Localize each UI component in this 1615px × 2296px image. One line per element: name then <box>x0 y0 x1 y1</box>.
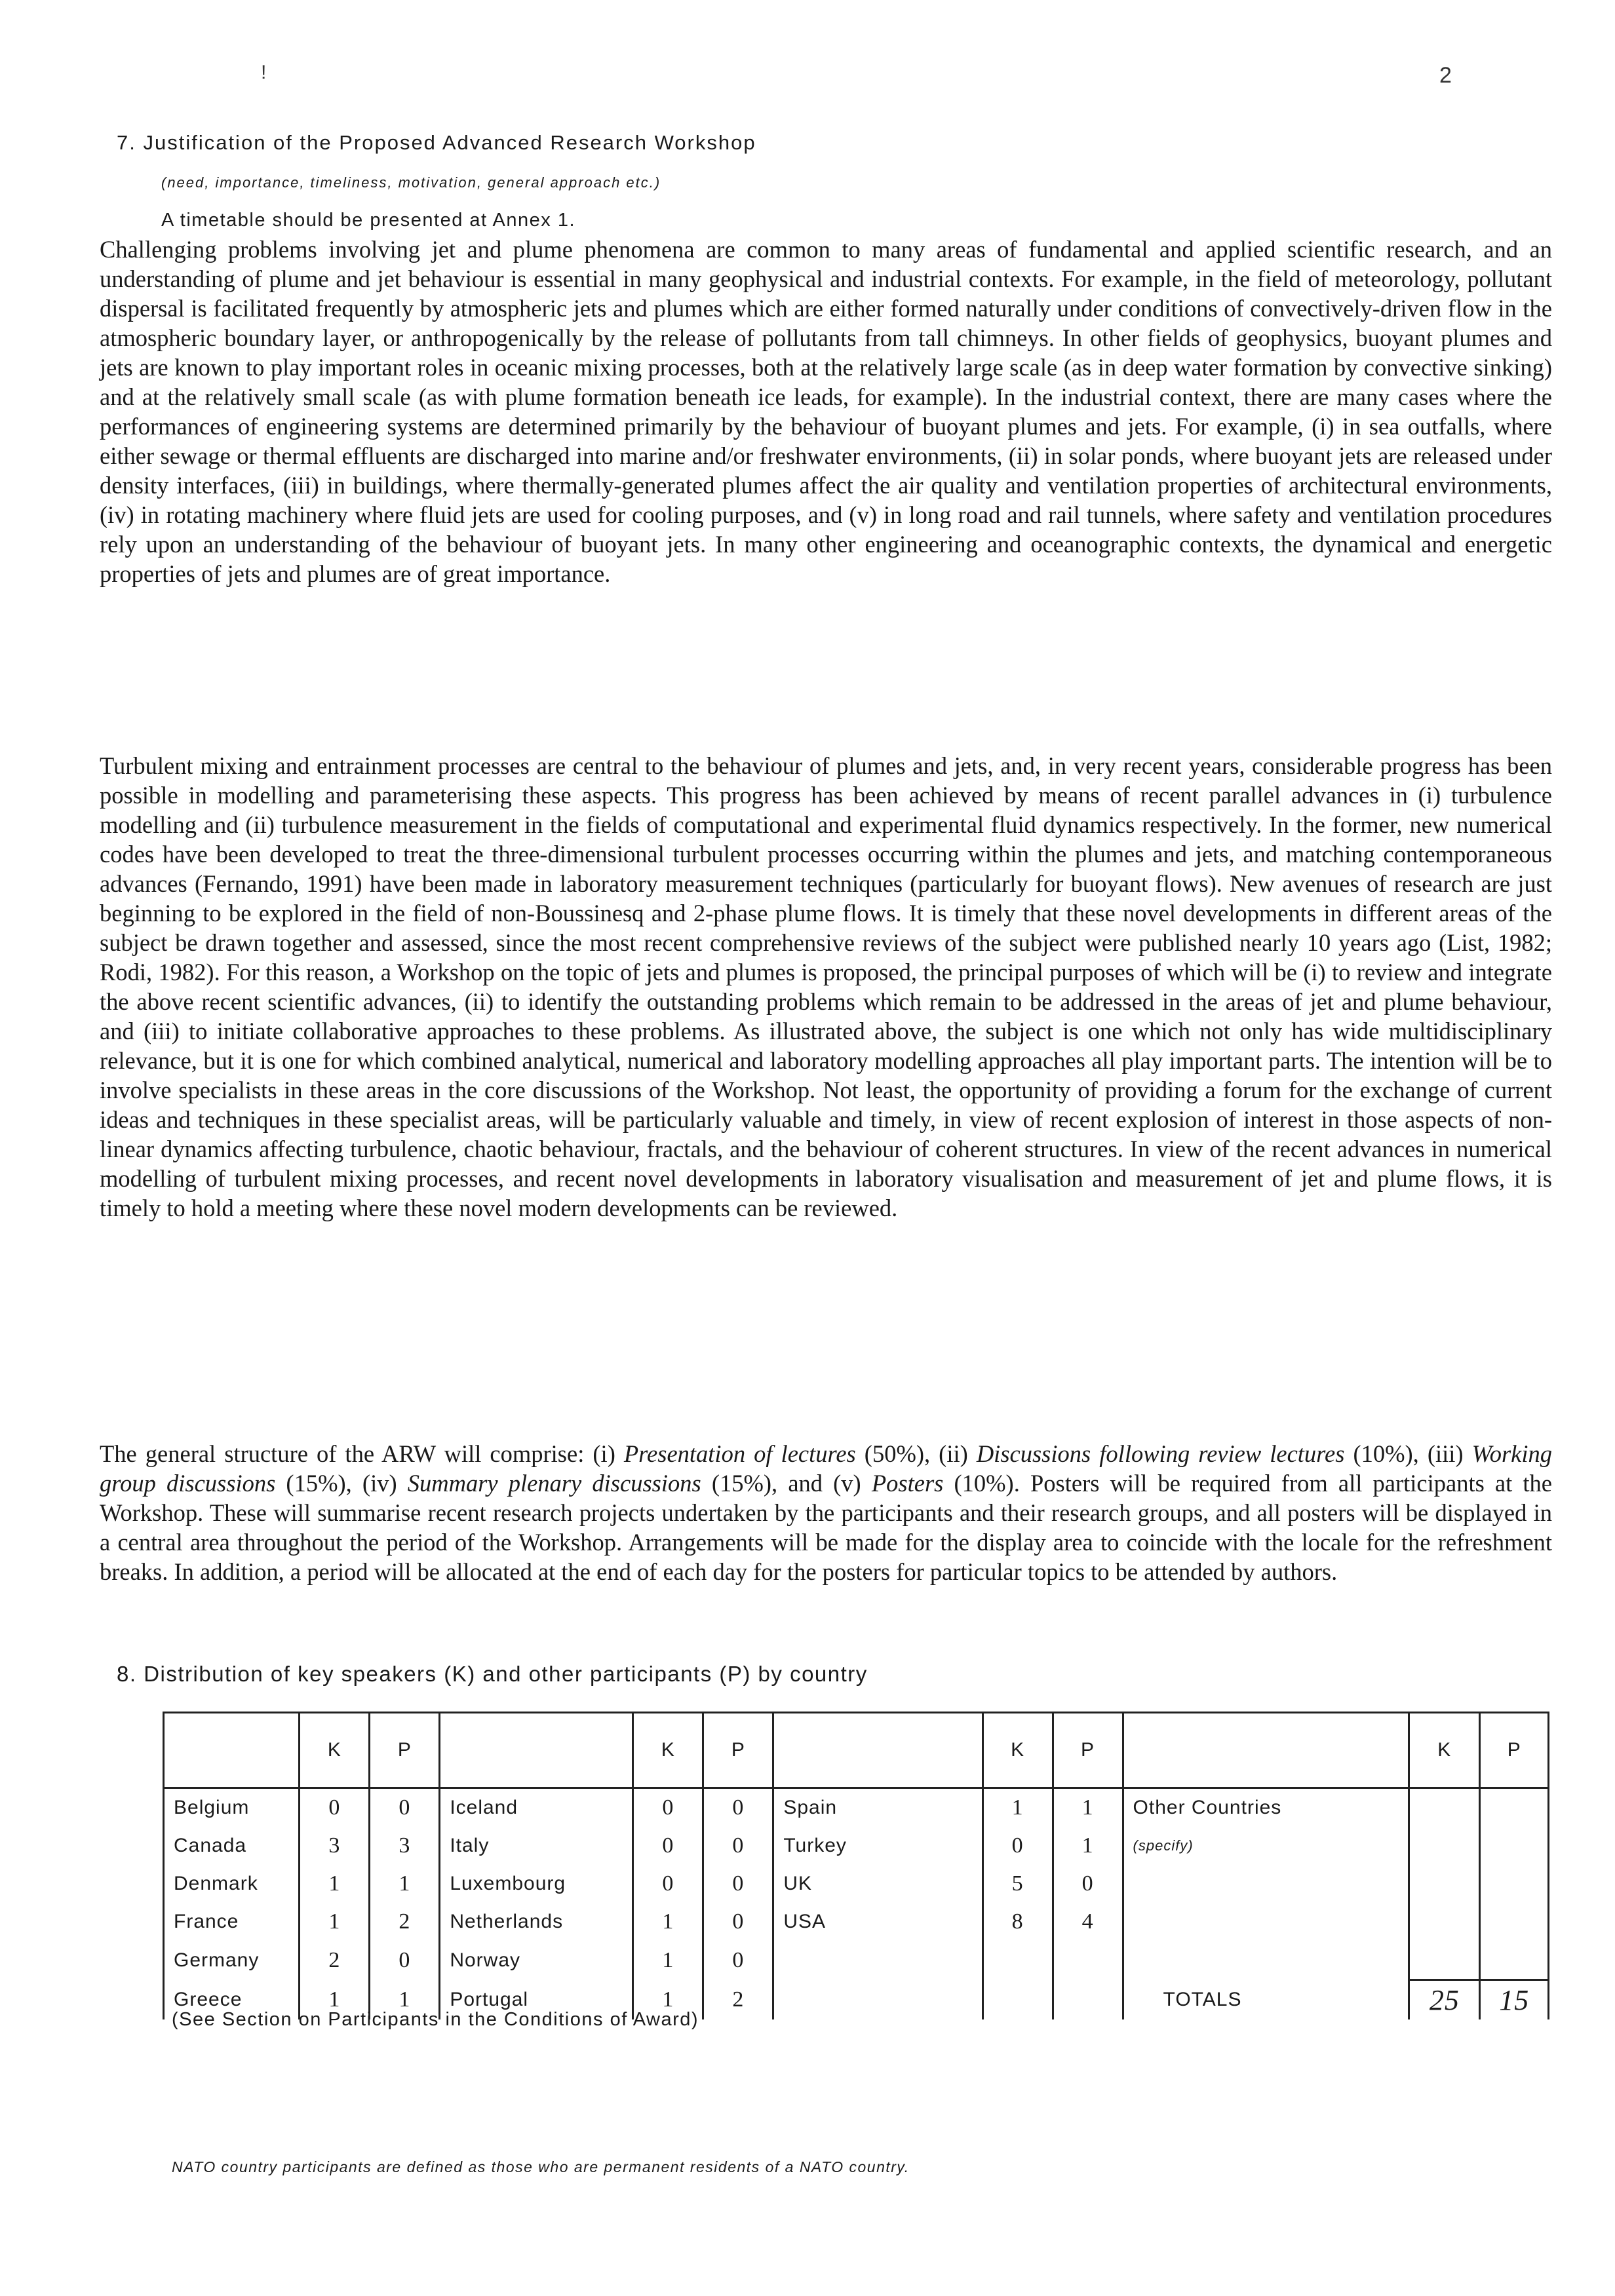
structure-text: (50%), (ii) <box>855 1440 977 1467</box>
table-header-row <box>164 1713 1549 1788</box>
empty-cell <box>1053 1941 1123 1980</box>
country-name: Portugal <box>440 1980 633 2020</box>
table-row <box>164 1941 1549 1980</box>
k-count: 0 <box>633 1788 703 1827</box>
header-blank <box>440 1713 633 1788</box>
p-count: 2 <box>370 1903 440 1941</box>
p-count: 0 <box>703 1827 773 1865</box>
other-countries-cell <box>1123 1941 1409 1980</box>
p-count: 3 <box>370 1827 440 1865</box>
country-name: Canada <box>164 1827 300 1865</box>
p-count: 1 <box>1053 1788 1123 1827</box>
page-number: 2 <box>1439 63 1452 88</box>
empty-cell <box>1053 1980 1123 2020</box>
other-p-cell <box>1480 1827 1549 1865</box>
other-k-cell <box>1409 1941 1480 1980</box>
k-count: 0 <box>983 1827 1053 1865</box>
table-row <box>164 1827 1549 1865</box>
corner-mark: ! <box>261 62 267 83</box>
header-blank <box>1123 1713 1409 1788</box>
other-p-cell <box>1480 1941 1549 1980</box>
p-count: 0 <box>703 1788 773 1827</box>
country-name: USA <box>773 1903 983 1941</box>
country-name: Netherlands <box>440 1903 633 1941</box>
country-name: Luxembourg <box>440 1865 633 1903</box>
structure-text: (10%), (iii) <box>1344 1440 1472 1467</box>
section-7-subtitle: (need, importance, timeliness, motivation, general approach etc.) <box>161 174 661 191</box>
structure-text: (15%), (iv) <box>275 1470 408 1497</box>
k-count: 8 <box>983 1903 1053 1941</box>
k-count: 1 <box>300 1903 370 1941</box>
participants-table <box>163 1712 1549 2019</box>
see-section-note: (See Section on Participants in the Conditions of Award) <box>172 2009 699 2030</box>
header-p: P <box>1480 1713 1549 1788</box>
other-k-cell <box>1409 1903 1480 1941</box>
header-p: P <box>370 1713 440 1788</box>
header-p: P <box>1053 1713 1123 1788</box>
p-count: 1 <box>1053 1827 1123 1865</box>
paragraph-applications: Challenging problems involving jet and plume phenomena are common to many areas of fundamental and applied scientific research, and an understanding of plume and jet behaviour is essential in many geophysical and industrial contexts. For example, in the field of meteorology, pollutant dispersal is facilitated frequently by atmospheric jets and plumes which are either formed naturally under conditions of convectively-driven flow in the atmospheric boundary layer, or anthropogenically by the release of pollutants from tall chimneys. In other fields of geophysics, buoyant plumes and jets are known to play important roles in oceanic mixing processes, both at the relatively large scale (as in deep water formation by convective sinking) and at the relatively small scale (as with plume formation beneath ice leads, for example). In the industrial context, there are many cases where the performances of engineering systems are determined primarily by the behaviour of buoyant plumes and jets. For example, (i) in sea outfalls, where either sewage or thermal effluents are discharged into marine and/or freshwater environments, (ii) in solar ponds, where buoyant jets are released under density interfaces, (iii) in buildings, where thermally-generated plumes affect the air quality and ventilation properties of architectural environments, (iv) in rotating machinery where fluid jets are used for cooling purposes, and (v) in long road and rail tunnels, where safety and ventilation procedures rely upon an understanding of the behaviour of buoyant jets. In many other engineering and oceanographic contexts, the dynamical and energetic properties of jets and plumes are of great importance. <box>100 236 1552 587</box>
other-p-cell <box>1480 1865 1549 1903</box>
k-count: 1 <box>983 1788 1053 1827</box>
p-count: 1 <box>370 1980 440 2020</box>
k-count: 0 <box>633 1865 703 1903</box>
other-k-cell <box>1409 1865 1480 1903</box>
header-p: P <box>703 1713 773 1788</box>
header-k: K <box>1409 1713 1480 1788</box>
p-count: 0 <box>370 1788 440 1827</box>
country-name: Denmark <box>164 1865 300 1903</box>
k-count: 0 <box>633 1827 703 1865</box>
structure-lectures: Presentation of lectures <box>623 1440 856 1467</box>
header-blank <box>164 1713 300 1788</box>
k-count: 3 <box>300 1827 370 1865</box>
paragraph-arw-structure <box>100 1439 1552 1586</box>
k-count: 1 <box>633 1903 703 1941</box>
table-row <box>164 1903 1549 1941</box>
section-7-title: 7. Justification of the Proposed Advanced Research Workshop <box>117 131 756 154</box>
totals-label: TOTALS <box>1123 1980 1409 2020</box>
other-k-cell <box>1409 1827 1480 1865</box>
other-k-cell <box>1409 1788 1480 1827</box>
header-k: K <box>300 1713 370 1788</box>
p-count: 4 <box>1053 1903 1123 1941</box>
empty-cell <box>983 1980 1053 2020</box>
structure-posters: Posters <box>871 1470 944 1497</box>
country-name: Italy <box>440 1827 633 1865</box>
empty-cell <box>983 1941 1053 1980</box>
other-p-cell <box>1480 1903 1549 1941</box>
structure-text: (15%), and (v) <box>701 1470 872 1497</box>
country-name: Belgium <box>164 1788 300 1827</box>
section-8-title: 8. Distribution of key speakers (K) and other participants (P) by country <box>117 1662 868 1686</box>
total-k: 25 <box>1409 1980 1480 2020</box>
p-count: 0 <box>703 1941 773 1980</box>
header-k: K <box>633 1713 703 1788</box>
p-count: 1 <box>370 1865 440 1903</box>
country-name: Norway <box>440 1941 633 1980</box>
p-count: 0 <box>703 1903 773 1941</box>
k-count: 1 <box>633 1941 703 1980</box>
structure-plenary: Summary plenary discussions <box>407 1470 701 1497</box>
other-countries-label: Other Countries <box>1123 1788 1409 1827</box>
country-name: Germany <box>164 1941 300 1980</box>
k-count: 5 <box>983 1865 1053 1903</box>
specify-label: (specify) <box>1123 1827 1409 1865</box>
header-k: K <box>983 1713 1053 1788</box>
country-name: UK <box>773 1865 983 1903</box>
k-count: 1 <box>300 1865 370 1903</box>
p-count: 0 <box>370 1941 440 1980</box>
p-count: 2 <box>703 1980 773 2020</box>
k-count: 2 <box>300 1941 370 1980</box>
empty-cell <box>773 1980 983 2020</box>
other-p-cell <box>1480 1788 1549 1827</box>
country-name: Iceland <box>440 1788 633 1827</box>
k-count: 1 <box>300 1980 370 2020</box>
k-count: 1 <box>633 1980 703 2020</box>
structure-text: (10%). Posters will be required from all participants at the Workshop. These will summarise recent research projects undertaken by the participants and their research groups, and all posters will be displayed in a central area throughout the period of the Workshop. Arrangements will be made for the display area to coincide with the locale for the refreshment breaks. In addition, a period will be allocated at the end of each day for the posters for particular topics to be attended by authors. <box>100 1470 1552 1585</box>
table-row <box>164 1788 1549 1827</box>
nato-footnote: NATO country participants are defined as those who are permanent residents of a NATO country. <box>172 2158 910 2175</box>
structure-review-discussions: Discussions following review lectures <box>976 1440 1345 1467</box>
other-countries-cell <box>1123 1865 1409 1903</box>
total-p: 15 <box>1480 1980 1549 2020</box>
structure-text: The general structure of the ARW will comprise: (i) <box>100 1440 624 1467</box>
country-name: Spain <box>773 1788 983 1827</box>
timetable-note: A timetable should be presented at Annex 1. <box>161 210 576 231</box>
k-count: 0 <box>300 1788 370 1827</box>
paragraph-research-progress: Turbulent mixing and entrainment processes are central to the behaviour of plumes and jets, and, in very recent years, considerable progress has been possible in modelling and parameterising these aspects. This progress has been achieved by means of recent parallel advances in (i) turbulence modelling and (ii) turbulence measurement in the fields of computational and experimental fluid dynamics respectively. In the former, new numerical codes have been developed to treat the three-dimensional turbulent processes occurring within the plumes and jets, and matching contemporaneous advances (Fernando, 1991) have been made in laboratory measurement techniques (particularly for buoyant flows). New avenues of research are just beginning to be explored in the field of non-Boussinesq and 2-phase plume flows. It is timely that these novel developments in different areas of the subject be drawn together and assessed, since the most recent comprehensive reviews of the subject were published nearly 10 years ago (List, 1982; Rodi, 1982). For this reason, a Workshop on the topic of jets and plumes is proposed, the principal purposes of which will be (i) to review and integrate the above recent scientific advances, (ii) to identify the outstanding problems which remain to be addressed in the areas of jet and plume behaviour, and (iii) to initiate collaborative approaches to these problems. As illustrated above, the subject is one which not only has wide multidisciplinary relevance, but it is one for which combined analytical, numerical and laboratory modelling approaches all play important parts. The intention will be to involve specialists in these areas in the core discussions of the Workshop. Not least, the opportunity of providing a forum for the exchange of current ideas and techniques in these specialist areas, will be particularly valuable and timely, in view of recent explosion of interest in those aspects of non-linear dynamics affecting turbulence, chaotic behaviour, fractals, and the behaviour of coherent structures. In view of the recent advances in numerical modelling of turbulent mixing processes, and recent novel developments in laboratory visualisation and measurement of jet and plume flows, it is timely to hold a meeting where these novel modern developments can be reviewed. <box>100 752 1552 1221</box>
country-name: France <box>164 1903 300 1941</box>
p-count: 0 <box>703 1865 773 1903</box>
country-name: Turkey <box>773 1827 983 1865</box>
structure-working-groups: Working group discussions <box>100 1440 1552 1497</box>
table-row <box>164 1865 1549 1903</box>
header-blank <box>773 1713 983 1788</box>
empty-cell <box>773 1941 983 1980</box>
country-name: Greece <box>164 1980 300 2020</box>
p-count: 0 <box>1053 1865 1123 1903</box>
other-countries-cell <box>1123 1903 1409 1941</box>
